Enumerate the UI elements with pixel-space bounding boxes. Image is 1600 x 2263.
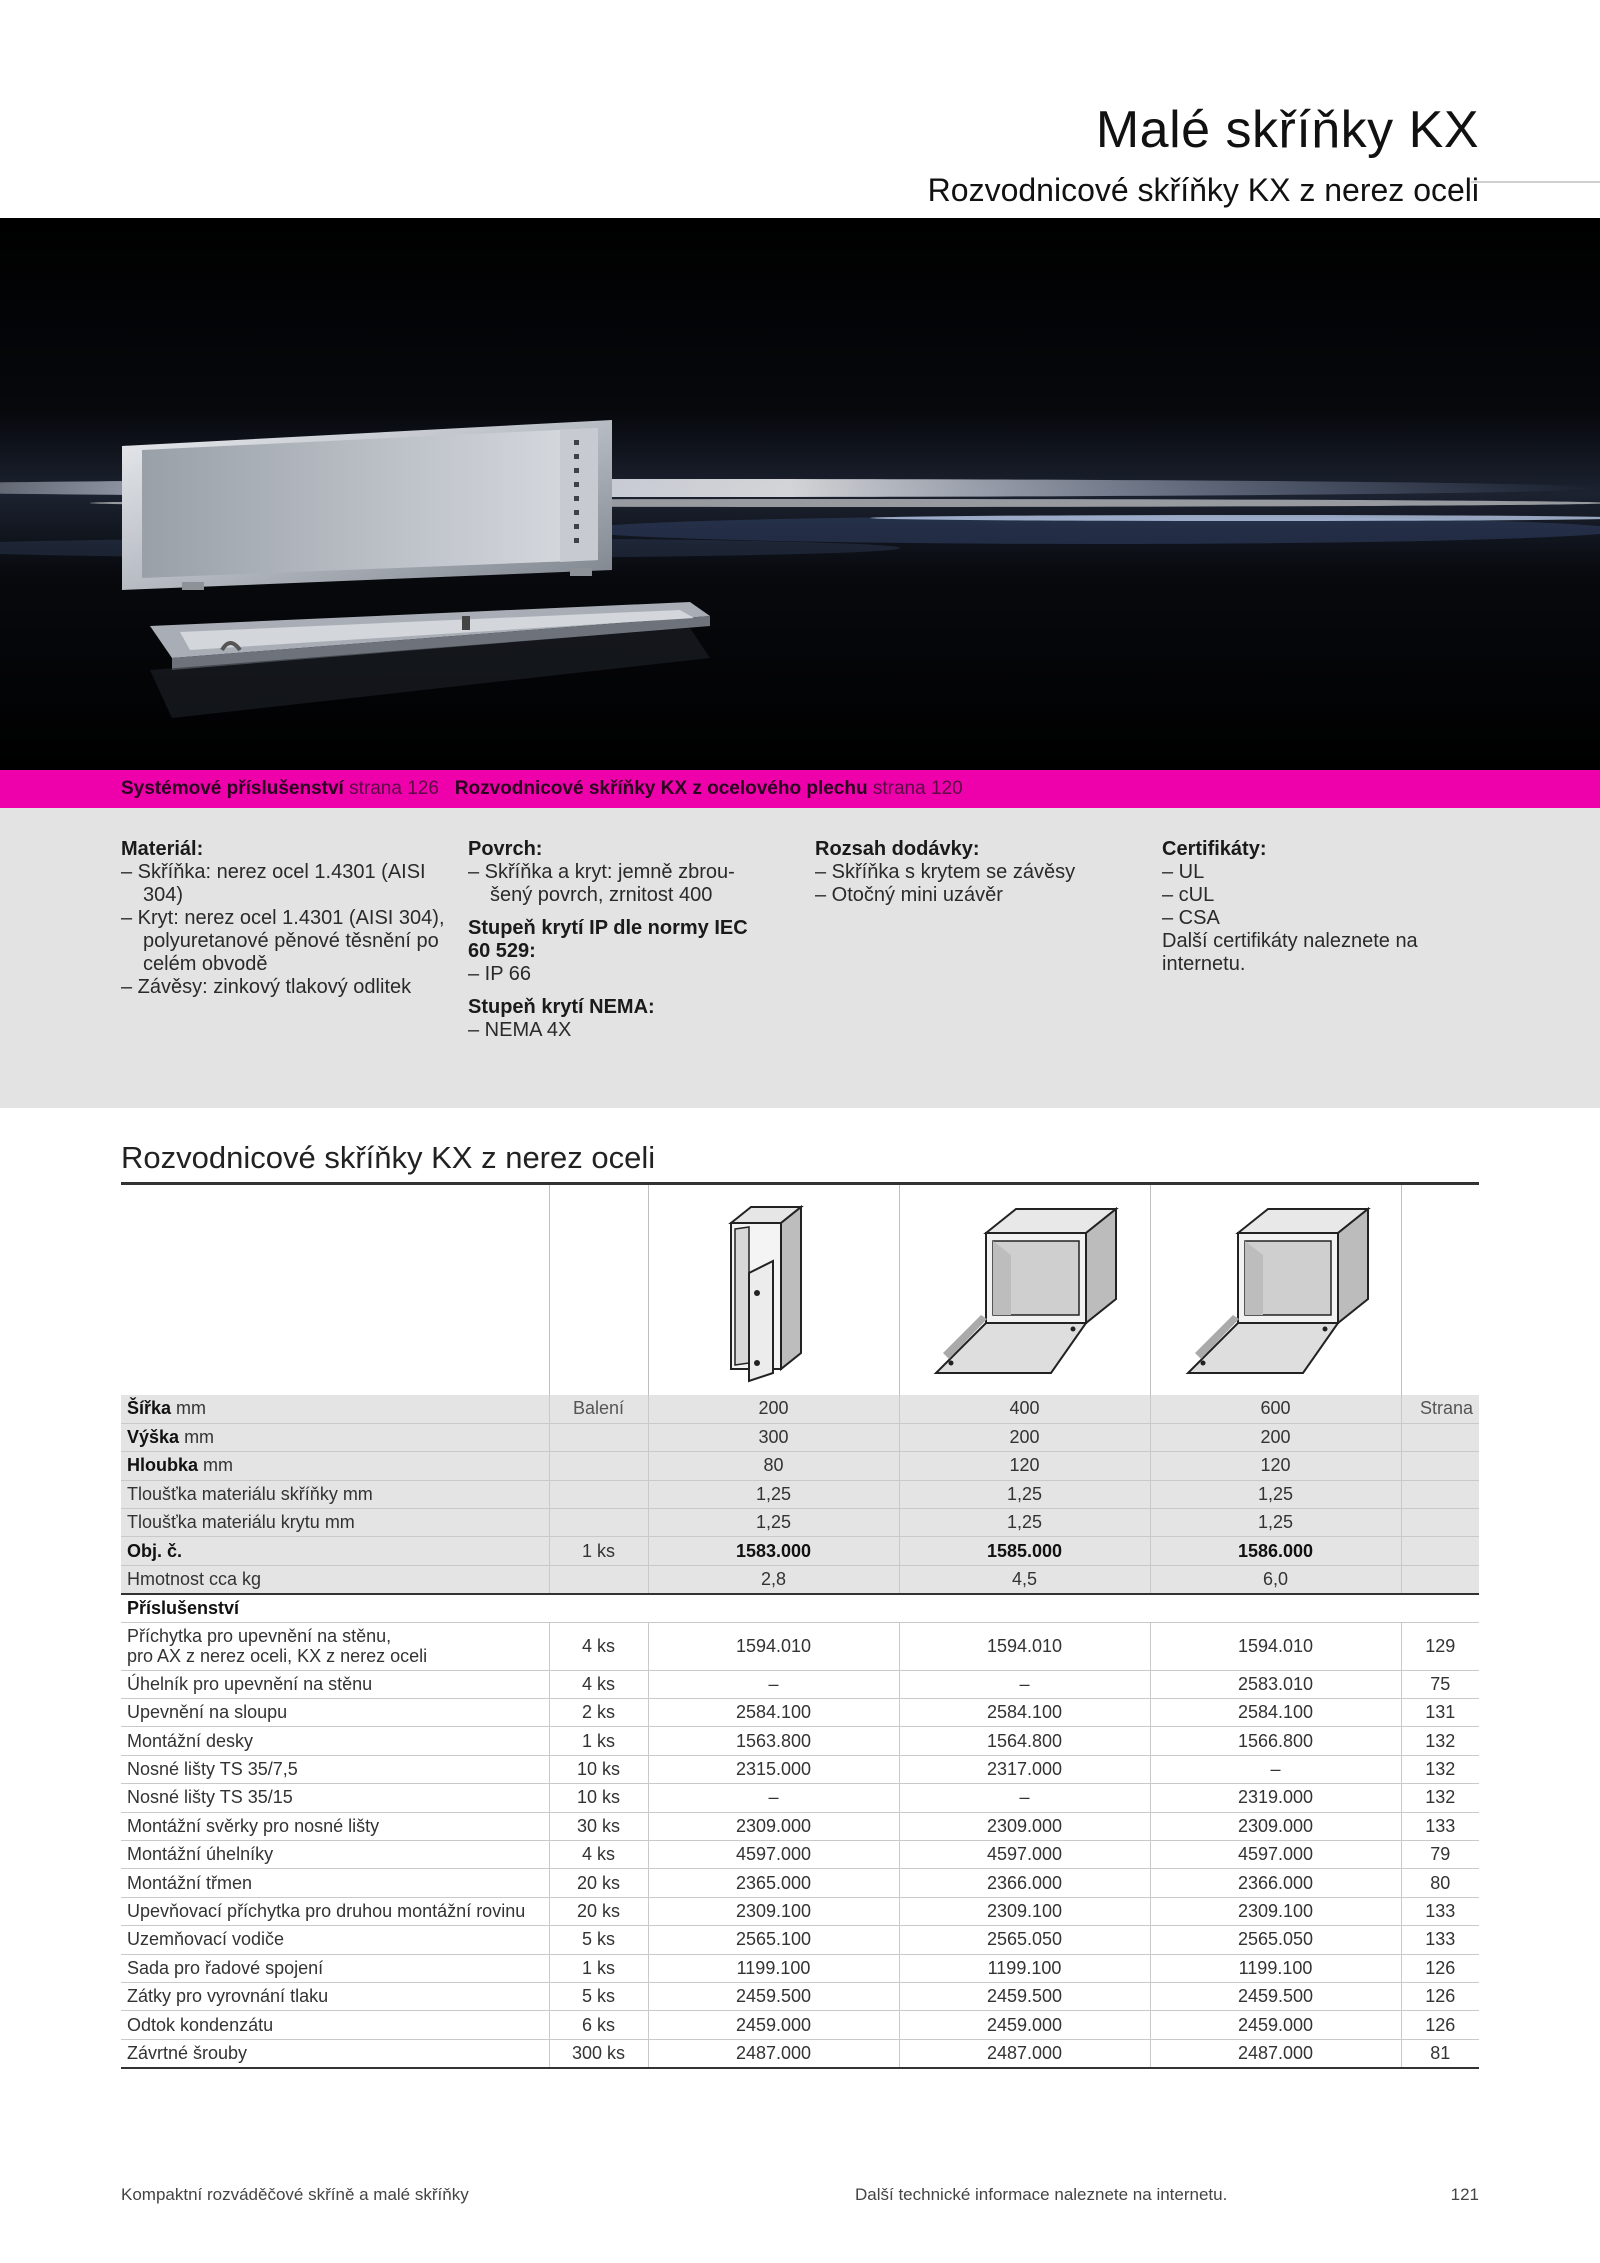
pack-cell: 1 ks (549, 1537, 648, 1565)
value-200: 2309.000 (648, 1812, 899, 1840)
value-600: 2487.000 (1150, 2039, 1401, 2067)
accessory-row (121, 1926, 1479, 1954)
accessory-row (121, 2039, 1479, 2067)
spec-heading: Materiál: (121, 838, 204, 860)
value-400: 2366.000 (899, 1869, 1150, 1897)
page-cell: 126 (1401, 1954, 1479, 1982)
value-400: 1,25 (899, 1509, 1150, 1537)
value-600: 200 (1150, 1423, 1401, 1451)
header-divider (1471, 181, 1600, 183)
value-200: 2565.100 (648, 1926, 899, 1954)
page-cell: 132 (1401, 1755, 1479, 1783)
value-600: 120 (1150, 1452, 1401, 1480)
accessory-row (121, 1982, 1479, 2010)
accessory-label: Příchytka pro upevnění na stěnu, pro AX z nerez oceli, KX z nerez oceli (121, 1622, 549, 1670)
pack-cell (549, 1565, 648, 1593)
spec-line: – Otočný mini uzávěr (815, 884, 1003, 906)
enclosure-400-drawing (931, 1203, 1121, 1378)
accessory-label: Upevňovací příchytka pro druhou montážní rovinu (121, 1897, 549, 1925)
enclosure-200-drawing (721, 1203, 831, 1383)
footer-left: Kompaktní rozváděčové skříně a malé skříňky (121, 2185, 469, 2204)
accessory-row (121, 1954, 1479, 1982)
spec-note: Další certifikáty naleznete na internetu. (1162, 930, 1418, 975)
page-cell: 133 (1401, 1897, 1479, 1925)
accessory-row (121, 1812, 1479, 1840)
value-600: 1566.800 (1150, 1727, 1401, 1755)
accessory-row (121, 1784, 1479, 1812)
spec-line: – Skříňka a kryt: jemně zbroušený povrch, zrnitost 400 (468, 861, 735, 906)
spec-material (121, 838, 451, 999)
page-header (0, 0, 1600, 218)
crossref-bar (0, 770, 1600, 808)
spec-line: – Kryt: nerez ocel 1.4301 (AISI 304), polyuretanové pěnové těsnění po celém obvodě (121, 907, 445, 975)
accessory-row (121, 1869, 1479, 1897)
value-400: 2459.000 (899, 2011, 1150, 2039)
value-400: 2584.100 (899, 1699, 1150, 1727)
page-cell: 129 (1401, 1622, 1479, 1670)
value-600: 2583.010 (1150, 1670, 1401, 1698)
value-200: 2309.100 (648, 1897, 899, 1925)
pack-cell: 20 ks (549, 1897, 648, 1925)
accessory-label: Úhelník pro upevnění na stěnu (121, 1670, 549, 1698)
value-600: 1,25 (1150, 1509, 1401, 1537)
pack-cell: 20 ks (549, 1869, 648, 1897)
page-cell (1401, 1537, 1479, 1565)
spec-line: – cUL (1162, 884, 1215, 906)
thickness-row (121, 1509, 1479, 1537)
row-label: Výška mm (121, 1423, 549, 1451)
value-600: 2309.000 (1150, 1812, 1401, 1840)
pack-cell: 6 ks (549, 2011, 648, 2039)
page-cell: 133 (1401, 1926, 1479, 1954)
accessory-row (121, 1670, 1479, 1698)
accessory-row (121, 2011, 1479, 2039)
value-600: 600 (1150, 1395, 1401, 1423)
pack-cell: 2 ks (549, 1699, 648, 1727)
row-label: Hmotnost cca kg (121, 1565, 549, 1593)
spec-scope (815, 838, 1115, 907)
value-400: 2565.050 (899, 1926, 1150, 1954)
value-400: 2309.100 (899, 1897, 1150, 1925)
value-400: 120 (899, 1452, 1150, 1480)
spec-line: – Skříňka: nerez ocel 1.4301 (AISI 304) (121, 861, 426, 906)
weight-row (121, 1565, 1479, 1593)
page-subtitle: Rozvodnicové skříňky KX z nerez oceli (927, 172, 1479, 208)
value-400: 2309.000 (899, 1812, 1150, 1840)
page-cell (1401, 1480, 1479, 1508)
value-200: 2365.000 (648, 1869, 899, 1897)
pack-cell: 300 ks (549, 2039, 648, 2067)
value-200: 2584.100 (648, 1699, 899, 1727)
pack-cell (549, 1509, 648, 1537)
value-600: 2366.000 (1150, 1869, 1401, 1897)
accessory-label: Sada pro řadové spojení (121, 1954, 549, 1982)
pack-cell (549, 1452, 648, 1480)
value-400: 1564.800 (899, 1727, 1150, 1755)
value-200: 2,8 (648, 1565, 899, 1593)
page-cell (1401, 1452, 1479, 1480)
spec-heading: Povrch: (468, 838, 543, 860)
value-600: 1,25 (1150, 1480, 1401, 1508)
value-200: 4597.000 (648, 1840, 899, 1868)
pack-cell: 5 ks (549, 1982, 648, 2010)
page-cell: 81 (1401, 2039, 1479, 2067)
pack-cell: Balení (549, 1395, 648, 1423)
pack-cell: 30 ks (549, 1812, 648, 1840)
accessory-row (121, 1727, 1479, 1755)
value-400: 1199.100 (899, 1954, 1150, 1982)
value-600: 2565.050 (1150, 1926, 1401, 1954)
value-200: 1594.010 (648, 1622, 899, 1670)
accessory-label: Montážní úhelníky (121, 1840, 549, 1868)
pack-cell: 5 ks (549, 1926, 648, 1954)
specs-panel (0, 808, 1600, 1108)
accessory-row (121, 1755, 1479, 1783)
dimension-row (121, 1452, 1479, 1480)
accessory-label: Upevnění na sloupu (121, 1699, 549, 1727)
value-600: 4597.000 (1150, 1840, 1401, 1868)
accessories-heading: Příslušenství (121, 1594, 1479, 1622)
value-400: – (899, 1670, 1150, 1698)
row-label: Obj. č. (121, 1537, 549, 1565)
spec-heading: Certifikáty: (1162, 838, 1267, 860)
accessories-heading-row (121, 1594, 1479, 1622)
accessory-label: Montážní desky (121, 1727, 549, 1755)
value-200: 2459.000 (648, 2011, 899, 2039)
accessory-label: Montážní svěrky pro nosné lišty (121, 1812, 549, 1840)
accessory-row (121, 1897, 1479, 1925)
page-cell: 133 (1401, 1812, 1479, 1840)
page-cell (1401, 1509, 1479, 1537)
row-label: Hloubka mm (121, 1452, 549, 1480)
value-200: – (648, 1670, 899, 1698)
value-200: 200 (648, 1395, 899, 1423)
accessory-label: Odtok kondenzátu (121, 2011, 549, 2039)
pack-cell: 10 ks (549, 1784, 648, 1812)
spec-heading: Stupeň krytí NEMA: (468, 996, 655, 1018)
value-200: 2487.000 (648, 2039, 899, 2067)
pack-cell: 4 ks (549, 1670, 648, 1698)
page-cell: 132 (1401, 1784, 1479, 1812)
order-number-200: 1583.000 (648, 1537, 899, 1565)
value-400: 200 (899, 1423, 1150, 1451)
value-400: 1594.010 (899, 1622, 1150, 1670)
page-cell (1401, 1565, 1479, 1593)
spec-line: – Skříňka s krytem se závěsy (815, 861, 1076, 883)
accessory-label: Nosné lišty TS 35/7,5 (121, 1755, 549, 1783)
value-200: 1199.100 (648, 1954, 899, 1982)
accessory-label: Uzemňovací vodiče (121, 1926, 549, 1954)
value-200: 2459.500 (648, 1982, 899, 2010)
page-cell: 132 (1401, 1727, 1479, 1755)
pack-cell: 4 ks (549, 1840, 648, 1868)
thickness-row (121, 1480, 1479, 1508)
value-200: 2315.000 (648, 1755, 899, 1783)
value-600: 2309.100 (1150, 1897, 1401, 1925)
section-title: Rozvodnicové skříňky KX z nerez oceli (121, 1140, 656, 1175)
spec-line: – Závěsy: zinkový tlakový odlitek (121, 976, 412, 998)
page-number: 121 (1450, 2185, 1479, 2204)
accessory-label: Nosné lišty TS 35/15 (121, 1784, 549, 1812)
spec-line: – CSA (1162, 907, 1220, 929)
value-600: 2459.500 (1150, 1982, 1401, 2010)
row-label: Šířka mm (121, 1395, 549, 1423)
spec-line: – UL (1162, 861, 1205, 883)
spec-line: – NEMA 4X (468, 1019, 572, 1041)
page-cell: 79 (1401, 1840, 1479, 1868)
pack-cell: 4 ks (549, 1622, 648, 1670)
product-table (121, 1395, 1479, 2069)
page-cell: Strana (1401, 1395, 1479, 1423)
order-number-400: 1585.000 (899, 1537, 1150, 1565)
spec-heading: Rozsah dodávky: (815, 838, 980, 860)
value-600: – (1150, 1755, 1401, 1783)
pack-cell: 1 ks (549, 1727, 648, 1755)
value-400: 4,5 (899, 1565, 1150, 1593)
crossref-link-system-accessories[interactable]: Systémové příslušenství strana 126 (121, 778, 439, 799)
crossref-link-steel-enclosures[interactable]: Rozvodnicové skříňky KX z ocelového plechu strana 120 (454, 778, 963, 799)
page-cell: 75 (1401, 1670, 1479, 1698)
enclosure-600-drawing (1183, 1203, 1373, 1378)
value-400: 4597.000 (899, 1840, 1150, 1868)
page-cell: 131 (1401, 1699, 1479, 1727)
value-600: 6,0 (1150, 1565, 1401, 1593)
pack-cell: 1 ks (549, 1954, 648, 1982)
value-600: 2319.000 (1150, 1784, 1401, 1812)
accessory-row (121, 1622, 1479, 1670)
dimension-row (121, 1423, 1479, 1451)
accessory-label: Montážní třmen (121, 1869, 549, 1897)
spec-certs (1162, 838, 1462, 976)
value-400: 2317.000 (899, 1755, 1150, 1783)
accessory-row (121, 1840, 1479, 1868)
value-400: 1,25 (899, 1480, 1150, 1508)
pack-cell: 10 ks (549, 1755, 648, 1783)
page-title: Malé skříňky KX (1095, 101, 1479, 159)
spec-surface (468, 838, 768, 1042)
value-400: – (899, 1784, 1150, 1812)
accessory-label: Zátky pro vyrovnání tlaku (121, 1982, 549, 2010)
order-number-600: 1586.000 (1150, 1537, 1401, 1565)
value-600: 1199.100 (1150, 1954, 1401, 1982)
accessory-label: Závrtné šrouby (121, 2039, 549, 2067)
hero-product-photo (0, 218, 1600, 770)
value-400: 2459.500 (899, 1982, 1150, 2010)
page-cell: 126 (1401, 2011, 1479, 2039)
enclosure-photo (0, 218, 1600, 770)
footer-center: Další technické informace naleznete na internetu. (855, 2185, 1228, 2204)
pack-cell (549, 1423, 648, 1451)
row-label: Tloušťka materiálu skříňky mm (121, 1480, 549, 1508)
value-400: 2487.000 (899, 2039, 1150, 2067)
value-600: 2584.100 (1150, 1699, 1401, 1727)
value-200: 300 (648, 1423, 899, 1451)
row-label: Tloušťka materiálu krytu mm (121, 1509, 549, 1537)
value-200: 1,25 (648, 1480, 899, 1508)
value-400: 400 (899, 1395, 1150, 1423)
value-600: 1594.010 (1150, 1622, 1401, 1670)
page-cell (1401, 1423, 1479, 1451)
pack-cell (549, 1480, 648, 1508)
spec-heading: Stupeň krytí IP dle normy IEC 60 529: (468, 917, 748, 962)
product-drawings-row (121, 1185, 1479, 1395)
dimension-row (121, 1395, 1479, 1423)
value-200: 1,25 (648, 1509, 899, 1537)
order-number-row (121, 1537, 1479, 1565)
page-cell: 126 (1401, 1982, 1479, 2010)
spec-line: – IP 66 (468, 963, 532, 985)
value-200: 1563.800 (648, 1727, 899, 1755)
page-cell: 80 (1401, 1869, 1479, 1897)
value-200: – (648, 1784, 899, 1812)
value-600: 2459.000 (1150, 2011, 1401, 2039)
accessory-row (121, 1699, 1479, 1727)
value-200: 80 (648, 1452, 899, 1480)
